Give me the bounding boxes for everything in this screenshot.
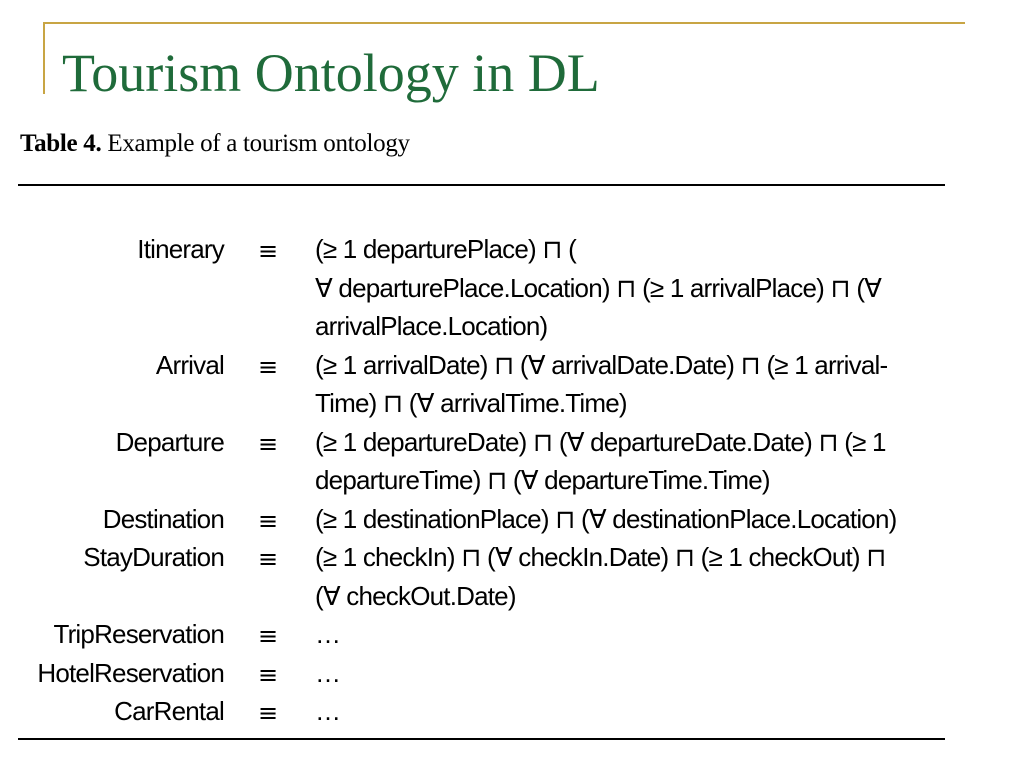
concept-definition: [315, 423, 955, 500]
table-top-rule: [18, 184, 945, 186]
concept-term: Arrival: [155, 349, 224, 380]
definition-line: arrivalPlace.Location): [315, 311, 548, 341]
concept-term: Itinerary: [137, 234, 224, 264]
concept-definition: [315, 692, 955, 731]
definition-line: …: [315, 619, 341, 649]
definition-line: (≥ 1 departurePlace) ⊓ (: [315, 234, 577, 264]
concept-term: HotelReservation: [37, 657, 224, 688]
concept-term: Destination: [102, 503, 224, 534]
definition-line: …: [315, 696, 341, 726]
title-frame-left-rule: [43, 22, 45, 94]
concept-definition: [315, 500, 955, 539]
table-caption-label: Table 4.: [20, 130, 102, 157]
concept-definition: [315, 230, 955, 346]
equivalence-symbol: ≡: [258, 506, 279, 535]
concept-definition: [315, 538, 955, 615]
definition-line: ∀ departurePlace.Location) ⊓ (≥ 1 arrivalPlace) ⊓ (∀: [315, 272, 882, 303]
definition-line: (≥ 1 destinationPlace) ⊓ (∀ destinationPlace.Location): [315, 503, 897, 534]
concept-term: CarRental: [114, 696, 224, 726]
definition-line: departureTime) ⊓ (∀ departureTime.Time): [315, 465, 770, 495]
title-frame-top-rule: [43, 22, 965, 24]
concept-term: StayDuration: [83, 542, 224, 572]
equivalence-symbol: ≡: [258, 429, 279, 458]
table-caption-text: Example of a tourism ontology: [101, 130, 410, 157]
equivalence-symbol: ≡: [258, 699, 279, 727]
concept-definition: [315, 346, 955, 423]
concept-term: TripReservation: [53, 619, 224, 649]
slide-title: Tourism Ontology in DL: [62, 43, 600, 103]
concept-definition: [315, 615, 955, 654]
definition-line: (≥ 1 checkIn) ⊓ (∀ checkIn.Date) ⊓ (≥ 1 checkOut) ⊓: [315, 542, 886, 572]
concept-definition: [315, 654, 955, 693]
definition-line: (≥ 1 departureDate) ⊓ (∀ departureDate.Date) ⊓ (≥ 1: [315, 426, 886, 457]
concept-term: Departure: [115, 426, 224, 457]
equivalence-symbol: ≡: [258, 237, 279, 265]
equivalence-symbol: ≡: [258, 622, 279, 650]
equivalence-symbol: ≡: [258, 352, 279, 381]
definition-line: (≥ 1 arrivalDate) ⊓ (∀ arrivalDate.Date) ⊓ (≥ 1 arrival-: [315, 349, 888, 380]
equivalence-symbol: ≡: [258, 545, 279, 573]
definition-line: Time) ⊓ (∀ arrivalTime.Time): [315, 388, 627, 418]
definition-line: …: [315, 657, 341, 688]
table-caption: [20, 128, 410, 160]
table-bottom-rule: [18, 738, 945, 740]
definition-line: (∀ checkOut.Date): [315, 580, 516, 611]
equivalence-symbol: ≡: [258, 660, 279, 689]
